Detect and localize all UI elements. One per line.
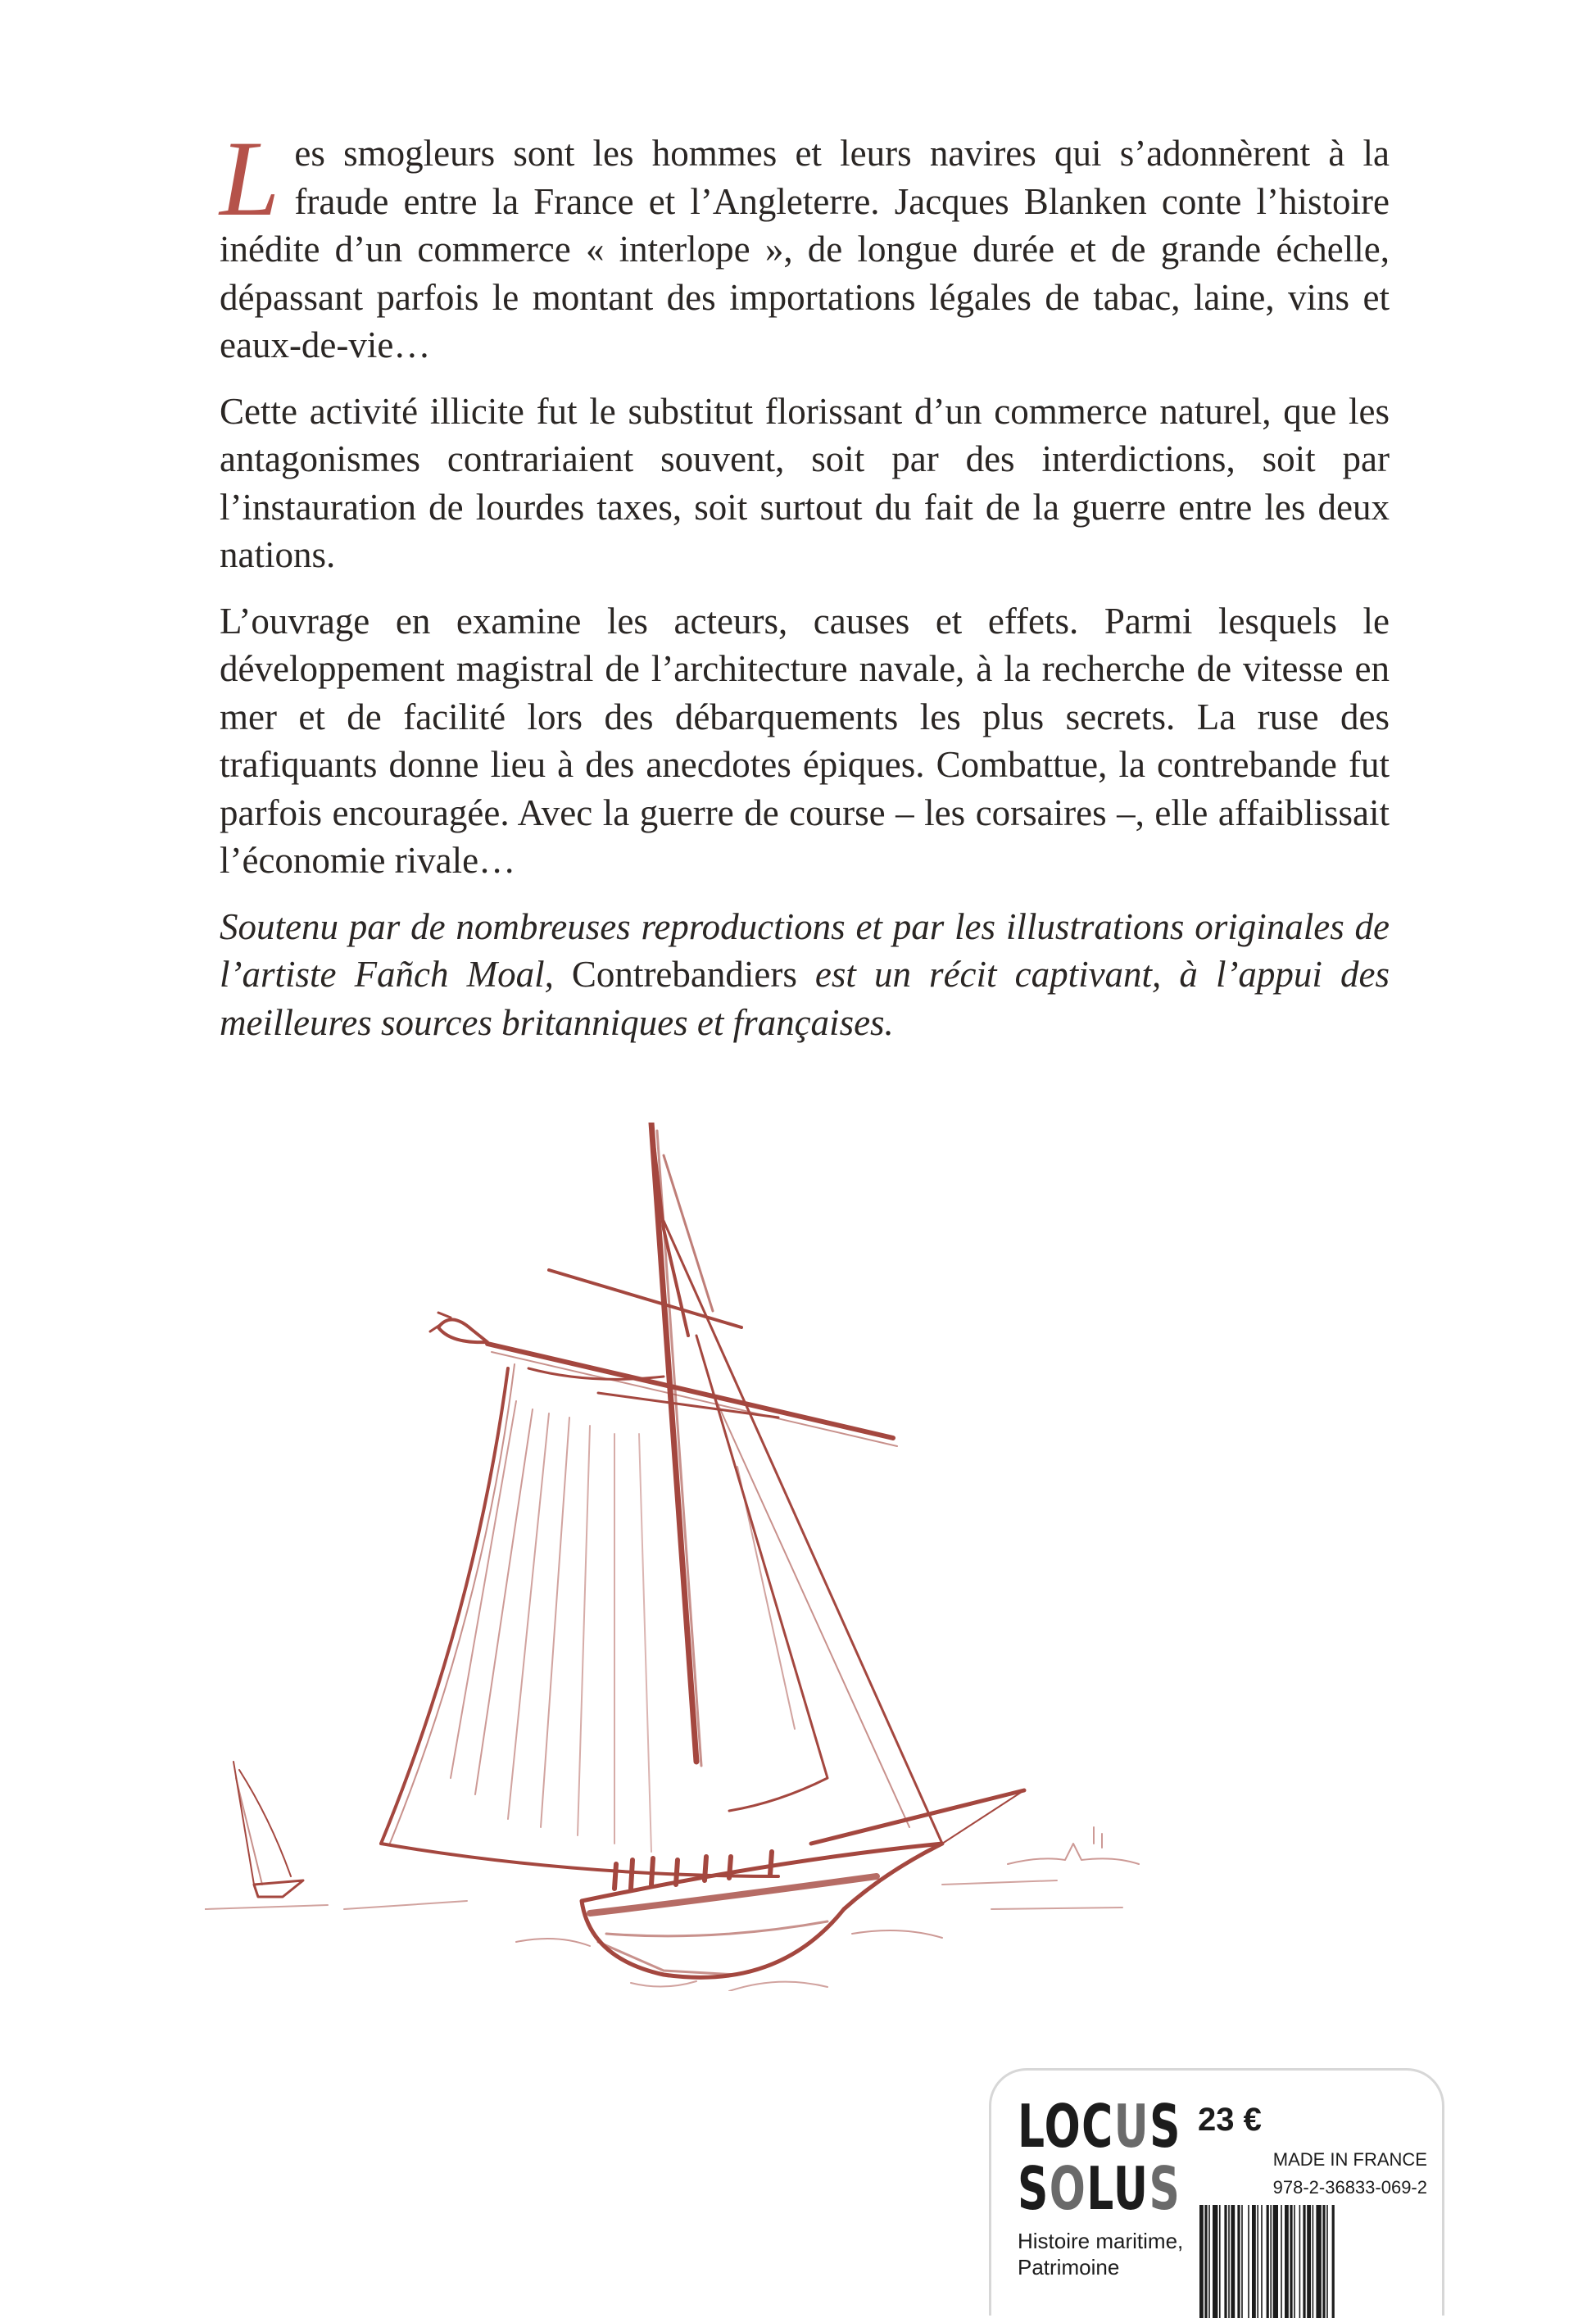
- barcode-bar: [1204, 2205, 1207, 2318]
- publisher-box: [989, 2068, 1444, 2316]
- barcode-bar: [1228, 2205, 1230, 2318]
- barcode-bar: [1294, 2205, 1295, 2318]
- barcode-bar: [1326, 2205, 1328, 2318]
- paragraph-illustrations: [220, 903, 1390, 1047]
- barcode-bar: [1332, 2205, 1335, 2318]
- price: 23 €: [1198, 2102, 1262, 2138]
- logo-letter: L: [1086, 2154, 1113, 2223]
- barcode-bar: [1231, 2205, 1235, 2318]
- barcode-bar: [1261, 2205, 1263, 2318]
- barcode-bar: [1290, 2205, 1292, 2318]
- logo-letter: O: [1049, 2154, 1087, 2223]
- barcode-bar: [1241, 2205, 1243, 2318]
- paragraph-ouvrage: L’ouvrage en examine les acteurs, causes et effets. Parmi lesquels le développement magistral de l’architecture navale, à la recherche de vitesse en mer et de facilité lors des débarquements les plus secrets. La ruse des trafiquants donne lieu à des anecdotes épiques. Combattue, la contrebande fut parfois encouragée. Avec la guerre de course – les corsaires –, elle affaiblissait l’économie rivale…: [220, 600, 1390, 881]
- barcode-bar: [1303, 2205, 1305, 2318]
- paragraph-intro: [220, 118, 1390, 370]
- barcode-bar: [1257, 2205, 1258, 2318]
- barcode-bar: [1248, 2205, 1249, 2318]
- logo-row-locus: [1018, 2092, 1181, 2161]
- barcode-bar: [1316, 2205, 1321, 2318]
- barcode-bar: [1307, 2205, 1311, 2318]
- collection-line: Patrimoine: [1018, 2255, 1120, 2279]
- barcode-bar: [1322, 2205, 1325, 2318]
- book-title: Contrebandiers: [571, 954, 797, 995]
- barcode-bar: [1219, 2205, 1221, 2318]
- logo-letter: C: [1081, 2092, 1114, 2161]
- barcode-bar: [1299, 2205, 1301, 2318]
- barcode-bar: [1285, 2205, 1289, 2318]
- logo-letter: L: [1018, 2092, 1045, 2161]
- paragraph-intro-text: es smogleurs sont les hommes et leurs navires qui s’adonnèrent à la fraude entre la France et l’Angleterre. Jacques Blanken conte l’histoire inédite d’un commerce « interlope », de longue durée et de grande échelle, dépassant parfois le montant des importations légales de tabac, laine, vins et eaux-de-vie…: [220, 133, 1390, 365]
- paragraph-illustrations-a: Soutenu par de nombreuses reproductions et par les illustrations originales de l’artiste Fañch Moal,: [220, 905, 1390, 995]
- barcode-bar: [1213, 2205, 1217, 2318]
- made-in-block: [1273, 2146, 1427, 2202]
- collection-label: [1018, 2228, 1198, 2280]
- paragraph-activity: Cette activité illicite fut le substitut florissant d’un commerce naturel, que les antagonismes contrariaient souvent, soit par des interdictions, soit par l’instauration de lourdes taxes, soit surtout du fait de la guerre entre les deux nations.: [220, 390, 1390, 575]
- made-in-france: MADE IN FRANCE: [1272, 2149, 1427, 2170]
- barcode-bar: [1270, 2205, 1272, 2318]
- logo-letter: S: [1149, 2154, 1181, 2223]
- barcode-bar: [1267, 2205, 1269, 2318]
- barcode-bar: [1208, 2205, 1210, 2318]
- logo-row-solus: [1018, 2154, 1181, 2223]
- locus-solus-logo: [1018, 2092, 1181, 2223]
- sailing-ship-sketch-icon: [205, 1123, 1147, 1991]
- logo-letter: S: [1018, 2154, 1050, 2223]
- collection-line: Histoire maritime,: [1018, 2229, 1184, 2253]
- logo-letter: U: [1113, 2154, 1149, 2223]
- barcode-bar: [1313, 2205, 1314, 2318]
- barcode-bar: [1252, 2205, 1256, 2318]
- back-cover-text: [220, 118, 1390, 1064]
- logo-letter: U: [1113, 2092, 1150, 2161]
- isbn: 978-2-36833-069-2: [1272, 2177, 1427, 2198]
- barcode-bar: [1273, 2205, 1278, 2318]
- barcode-bar: [1281, 2205, 1282, 2318]
- barcode-icon: [1198, 2205, 1437, 2318]
- paragraph-illustrations-b: est un récit captivant, à l’appui des meilleures sources britanniques et françaises.: [220, 954, 1390, 1043]
- barcode-bar: [1199, 2205, 1204, 2318]
- barcode-bar: [1224, 2205, 1226, 2318]
- barcode-bar: [1237, 2205, 1240, 2318]
- drop-cap: L: [220, 118, 280, 238]
- logo-letter: S: [1149, 2092, 1181, 2161]
- logo-letter: O: [1044, 2092, 1082, 2161]
